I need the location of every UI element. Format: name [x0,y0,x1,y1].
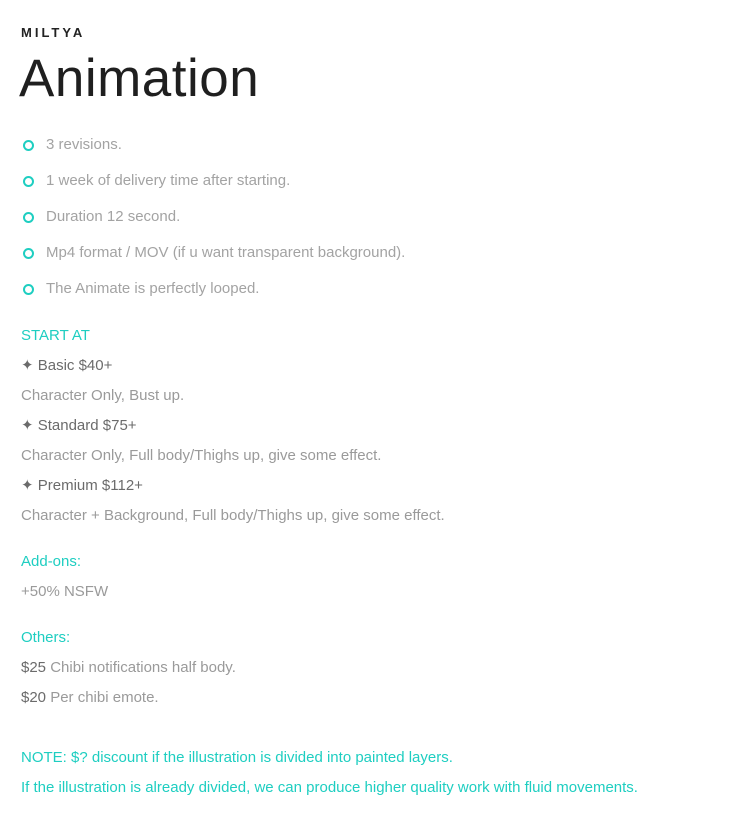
feature-text: 1 week of delivery time after starting. [46,172,291,189]
note-quality: If the illustration is already divided, we can produce higher quality work with fluid movements. [21,779,638,796]
circle-bullet-icon [23,212,34,223]
other-item-price: $20 [21,689,47,706]
circle-bullet-icon [23,284,34,295]
others-heading: Others: [21,629,71,646]
other-item [21,657,236,679]
other-item-price: $25 [21,659,47,676]
other-item-text: Per chibi emote. [46,689,159,706]
feature-text: The Animate is perfectly looped. [46,280,260,297]
tier-premium-name: ✦ Premium $112+ [21,477,143,494]
circle-bullet-icon [23,176,34,187]
addon-item: +50% NSFW [21,583,109,600]
list-item [21,242,405,278]
note-discount: NOTE: $? discount if the illustration is divided into painted layers. [21,749,453,766]
feature-text: Mp4 format / MOV (if u want transparent background). [46,244,406,261]
feature-text: Duration 12 second. [46,208,181,225]
list-item [21,134,405,170]
list-item [21,170,405,206]
tier-standard-name: ✦ Standard $75+ [21,417,137,434]
circle-bullet-icon [23,248,34,259]
pricing-heading: START AT [21,327,90,344]
tier-standard-desc: Character Only, Full body/Thighs up, give some effect. [21,447,382,464]
feature-list [21,134,405,314]
other-item [21,687,159,709]
tier-basic-name: ✦ Basic $40+ [21,357,113,374]
list-item [21,206,405,242]
other-item-text: Chibi notifications half body. [46,659,236,676]
brand-name: MILTYA [21,25,86,40]
tier-premium-desc: Character + Background, Full body/Thighs up, give some effect. [21,507,445,524]
tier-basic-desc: Character Only, Bust up. [21,387,185,404]
page-title: Animation [19,49,260,108]
addons-heading: Add-ons: [21,553,82,570]
circle-bullet-icon [23,140,34,151]
list-item [21,278,405,314]
feature-text: 3 revisions. [46,136,122,153]
